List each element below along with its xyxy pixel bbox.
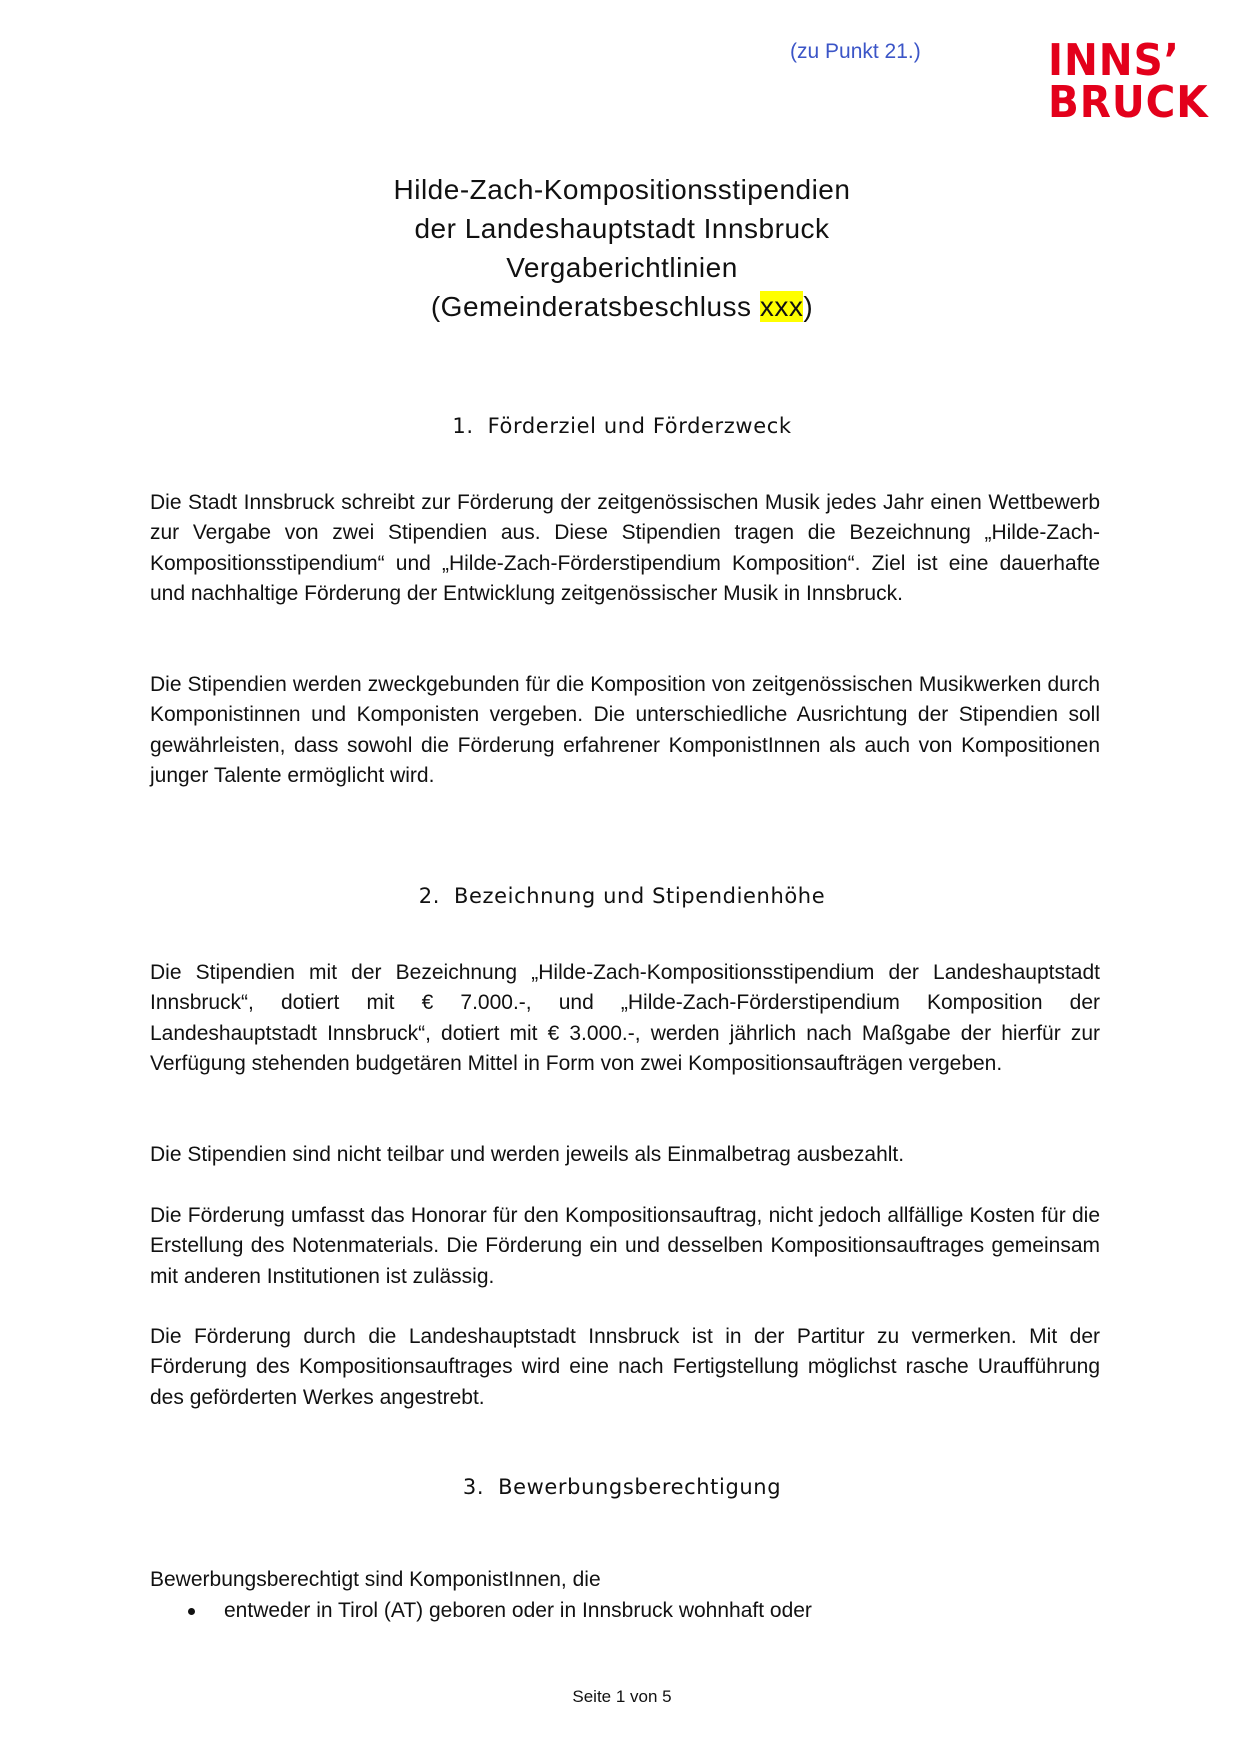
section-3-number: 3. (462, 1475, 485, 1499)
title-line-4-prefix: (Gemeinderatsbeschluss (430, 291, 760, 322)
title-line-1: Hilde-Zach-Kompositionsstipendien (393, 174, 851, 205)
section-2-paragraph-2: Die Stipendien sind nicht teilbar und werden jeweils als Einmalbetrag ausbezahlt. (150, 1143, 905, 1166)
document-title (150, 170, 1094, 326)
section-2-paragraph-3: Die Förderung umfasst das Honorar für den Kompositionsauftrag, nicht jedoch allfällige Kosten für die Erstellung des Notenmaterials. Die Förderung ein und desselben Kompositionsauftrages gemeinsam mit anderen Institutionen ist zulässig. (150, 1204, 1100, 1288)
bullet-icon (188, 1608, 195, 1615)
section-1-heading (150, 414, 1094, 438)
section-1-number: 1. (452, 414, 474, 438)
page-number: Seite 1 von 5 (572, 1687, 672, 1706)
section-2-title: Bezeichnung und Stipendienhöhe (453, 884, 826, 908)
section-1-title: Förderziel und Förderzweck (487, 414, 792, 438)
list-item (150, 1596, 1094, 1626)
logo-line-2: BRUCK (1048, 77, 1209, 128)
section-3-heading (150, 1475, 1094, 1499)
section-2-paragraph-1: Die Stipendien mit der Bezeichnung „Hilde-Zach-Kompositionsstipendium der Landeshauptstadt Innsbruck“, dotiert mit € 7.000.-, und „Hilde-Zach-Förderstipendium Komposition der Landeshauptstadt Innsbruck“, dotiert mit € 3.000.-, werden jährlich nach Maßgabe der hierfür zur Verfügung stehenden budgetären Mittel in Form von zwei Kompositionsaufträgen vergeben. (150, 961, 1100, 1076)
highlighted-placeholder: xxx (759, 291, 804, 322)
eligibility-list (150, 1596, 1094, 1626)
section-2-number: 2. (418, 884, 440, 908)
innsbruck-logo (1048, 35, 1209, 128)
section-3-title: Bewerbungsberechtigung (498, 1475, 782, 1499)
logo-line-1: INNS’ (1048, 35, 1180, 86)
reference-note: (zu Punkt 21.) (790, 40, 921, 63)
title-line-3: Vergaberichtlinien (506, 252, 738, 283)
section-3-paragraph-1: Bewerbungsberechtigt sind KomponistInnen, die (150, 1568, 601, 1591)
section-2-paragraph-4: Die Förderung durch die Landeshauptstadt Innsbruck ist in der Partitur zu vermerken. Mit der Förderung des Kompositionsauftrages wird eine nach Fertigstellung möglichst rasche Uraufführung des geförderten Werkes angestrebt. (150, 1325, 1100, 1409)
list-item-text: entweder in Tirol (AT) geboren oder in Innsbruck wohnhaft oder (224, 1599, 812, 1622)
section-2-heading (150, 884, 1094, 908)
title-line-2: der Landeshauptstadt Innsbruck (414, 213, 830, 244)
title-line-4-suffix: ) (803, 291, 814, 322)
section-1-paragraph-1: Die Stadt Innsbruck schreibt zur Förderung der zeitgenössischen Musik jedes Jahr einen Wettbewerb zur Vergabe von zwei Stipendien aus. Diese Stipendien tragen die Bezeichnung „Hilde-Zach-Kompositionsstipendium“ und „Hilde-Zach-Förderstipendium Komposition“. Ziel ist eine dauerhafte und nachhaltige Förderung der Entwicklung zeitgenössischer Musik in Innsbruck. (150, 491, 1100, 606)
title-line-4 (150, 287, 1094, 326)
section-1-paragraph-2: Die Stipendien werden zweckgebunden für die Komposition von zeitgenössischen Musikwerken durch Komponistinnen und Komponisten vergeben. Die unterschiedliche Ausrichtung der Stipendien soll gewährleisten, dass sowohl die Förderung erfahrener KomponistInnen als auch von Kompositionen junger Talente ermöglicht wird. (150, 673, 1100, 788)
